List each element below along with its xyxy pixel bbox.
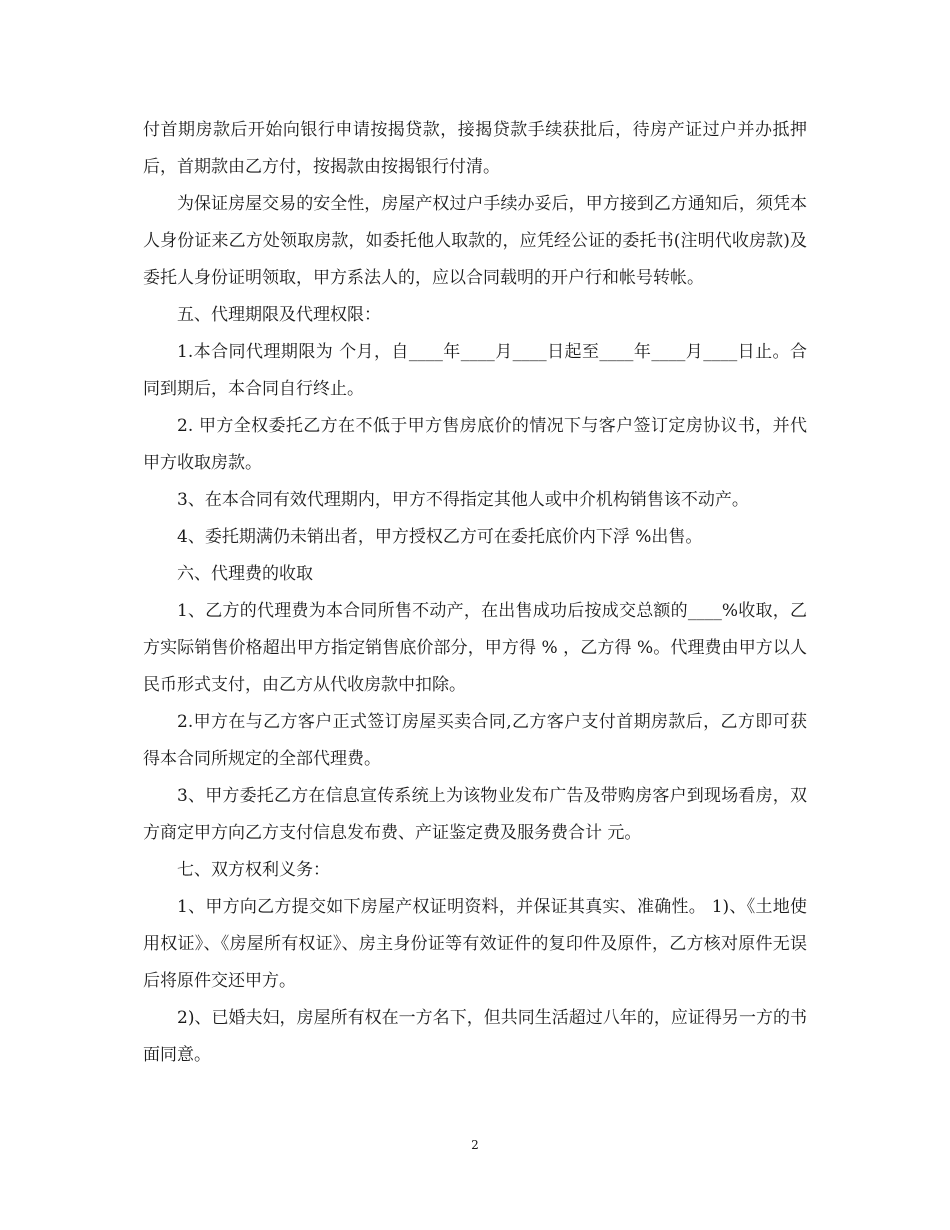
section-heading-6: 六、代理费的收取: [177, 564, 313, 584]
paragraph-5-2: 2. 甲方全权委托乙方在不低于甲方售房底价的情况下与客户签订定房协议书，并代甲方收取房款。: [143, 416, 807, 473]
paragraph-6-1: 1、乙方的代理费为本合同所售不动产，在出售成功后按成交总额的____%收取，乙方实际销售价格超出甲方指定销售底价部分，甲方得 % ，乙方得 %。代理费由甲方以人民币形式支付，由乙方从代收房款中扣除。: [143, 601, 807, 695]
paragraph-7-1: 1、甲方向乙方提交如下房屋产权证明资料，并保证其真实、准确性。 1)、《土地使用权证》、《房屋所有权证》、房主身份证等有效证件的复印件及原件，乙方核对原件无误后将原件交还甲方。: [143, 897, 807, 991]
paragraph-1: 付首期房款后开始向银行申请按揭贷款，接揭贷款手续获批后，待房产证过户并办抵押后，首期款由乙方付，按揭款由按揭银行付清。: [143, 120, 807, 177]
paragraph-5-4: 4、委托期满仍未销出者，甲方授权乙方可在委托底价内下浮 %出售。: [177, 527, 703, 547]
document-body: [143, 112, 807, 1074]
paragraph-2: 为保证房屋交易的安全性，房屋产权过户手续办妥后，甲方接到乙方通知后，须凭本人身份证来乙方处领取房款，如委托他人取款的，应凭经公证的委托书(注明代收房款)及委托人身份证明领取，甲方系法人的，应以合同载明的开户行和帐号转帐。: [143, 194, 807, 288]
paragraph-5-1: 1.本合同代理期限为 个月，自____年____月____日起至____年____月____日止。合同到期后，本合同自行终止。: [143, 342, 807, 399]
section-heading-5: 五、代理期限及代理权限：: [177, 305, 381, 325]
paragraph-6-2: 2.甲方在与乙方客户正式签订房屋买卖合同,乙方客户支付首期房款后，乙方即可获得本合同所规定的全部代理费。: [143, 712, 807, 769]
paragraph-7-2: 2)、已婚夫妇，房屋所有权在一方名下，但共同生活超过八年的，应证得另一方的书面同意。: [143, 1008, 807, 1065]
paragraph-5-3: 3、在本合同有效代理期内，甲方不得指定其他人或中介机构销售该不动产。: [177, 490, 749, 510]
page-number: 2: [471, 1138, 479, 1152]
section-heading-7: 七、双方权利义务：: [177, 860, 330, 880]
paragraph-6-3: 3、甲方委托乙方在信息宣传系统上为该物业发布广告及带购房客户到现场看房，双方商定甲方向乙方支付信息发布费、产证鉴定费及服务费合计 元。: [143, 786, 807, 843]
